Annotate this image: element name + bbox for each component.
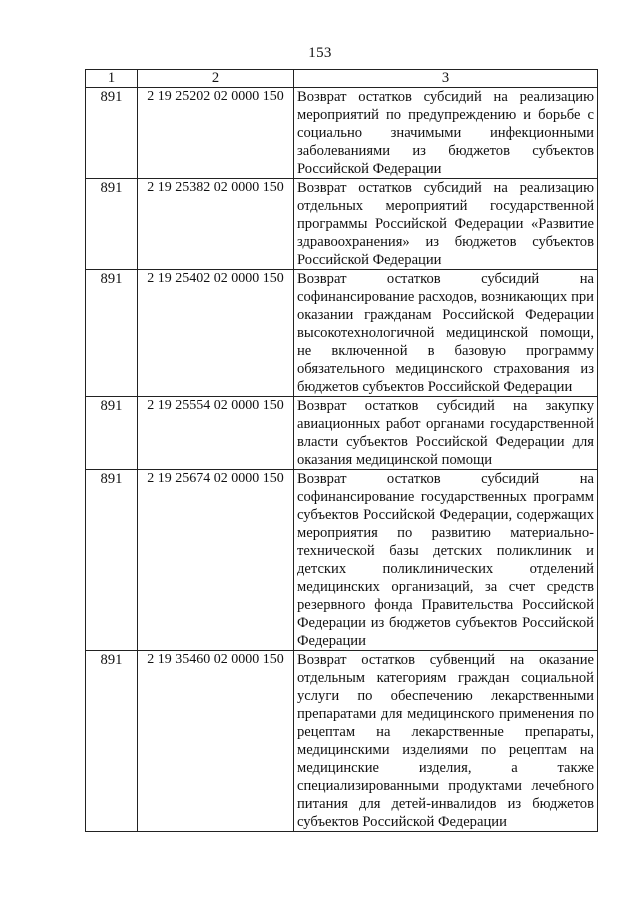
budget-code-cell: 2 19 25202 02 0000 150 [138,88,294,179]
table-row [86,270,598,397]
description-cell: Возврат остатков субсидий на реализацию мероприятий по предупреждению и борьбе с социально значимыми инфекционными заболеваниями из бюджетов субъектов Российской Федерации [294,88,598,179]
budget-code-cell: 2 19 35460 02 0000 150 [138,651,294,832]
admin-code-cell: 891 [86,270,138,397]
column-header-1: 1 [86,70,138,88]
admin-code-cell: 891 [86,397,138,470]
table-row [86,651,598,832]
table-row [86,179,598,270]
column-header-2: 2 [138,70,294,88]
budget-code-cell: 2 19 25402 02 0000 150 [138,270,294,397]
description-cell: Возврат остатков субсидий на софинансирование государственных программ субъектов Российской Федерации, содержащих мероприятия по развитию материально-технической базы детских поликлиник и детских поликлинических отделений медицинских организаций, за счет средств резервного фонда Правительства Российской Федерации из бюджетов субъектов Российской Федерации [294,470,598,651]
column-header-3: 3 [294,70,598,88]
table-row [86,88,598,179]
budget-code-cell: 2 19 25382 02 0000 150 [138,179,294,270]
table-header-row [86,70,598,88]
budget-code-cell: 2 19 25554 02 0000 150 [138,397,294,470]
table-row [86,470,598,651]
page-number: 153 [308,45,332,61]
admin-code-cell: 891 [86,179,138,270]
budget-codes-table [85,69,598,832]
description-cell: Возврат остатков субвенций на оказание отдельным категориям граждан социальной услуги по обеспечению лекарственными препаратами для медицинского применения по рецептам на лекарственные препараты, медицинскими изделиями по рецептам на медицинские изделия, а также специализированными продуктами лечебного питания для детей-инвалидов из бюджетов субъектов Российской Федерации [294,651,598,832]
table-row [86,397,598,470]
admin-code-cell: 891 [86,470,138,651]
admin-code-cell: 891 [86,651,138,832]
description-cell: Возврат остатков субсидий на закупку авиационных работ органами государственной власти субъектов Российской Федерации для оказания медицинской помощи [294,397,598,470]
description-cell: Возврат остатков субсидий на софинансирование расходов, возникающих при оказании гражданам Российской Федерации высокотехнологичной медицинской помощи, не включенной в базовую программу обязательного медицинского страхования из бюджетов субъектов Российской Федерации [294,270,598,397]
description-cell: Возврат остатков субсидий на реализацию отдельных мероприятий государственной программы Российской Федерации «Развитие здравоохранения» из бюджетов субъектов Российской Федерации [294,179,598,270]
admin-code-cell: 891 [86,88,138,179]
budget-code-cell: 2 19 25674 02 0000 150 [138,470,294,651]
